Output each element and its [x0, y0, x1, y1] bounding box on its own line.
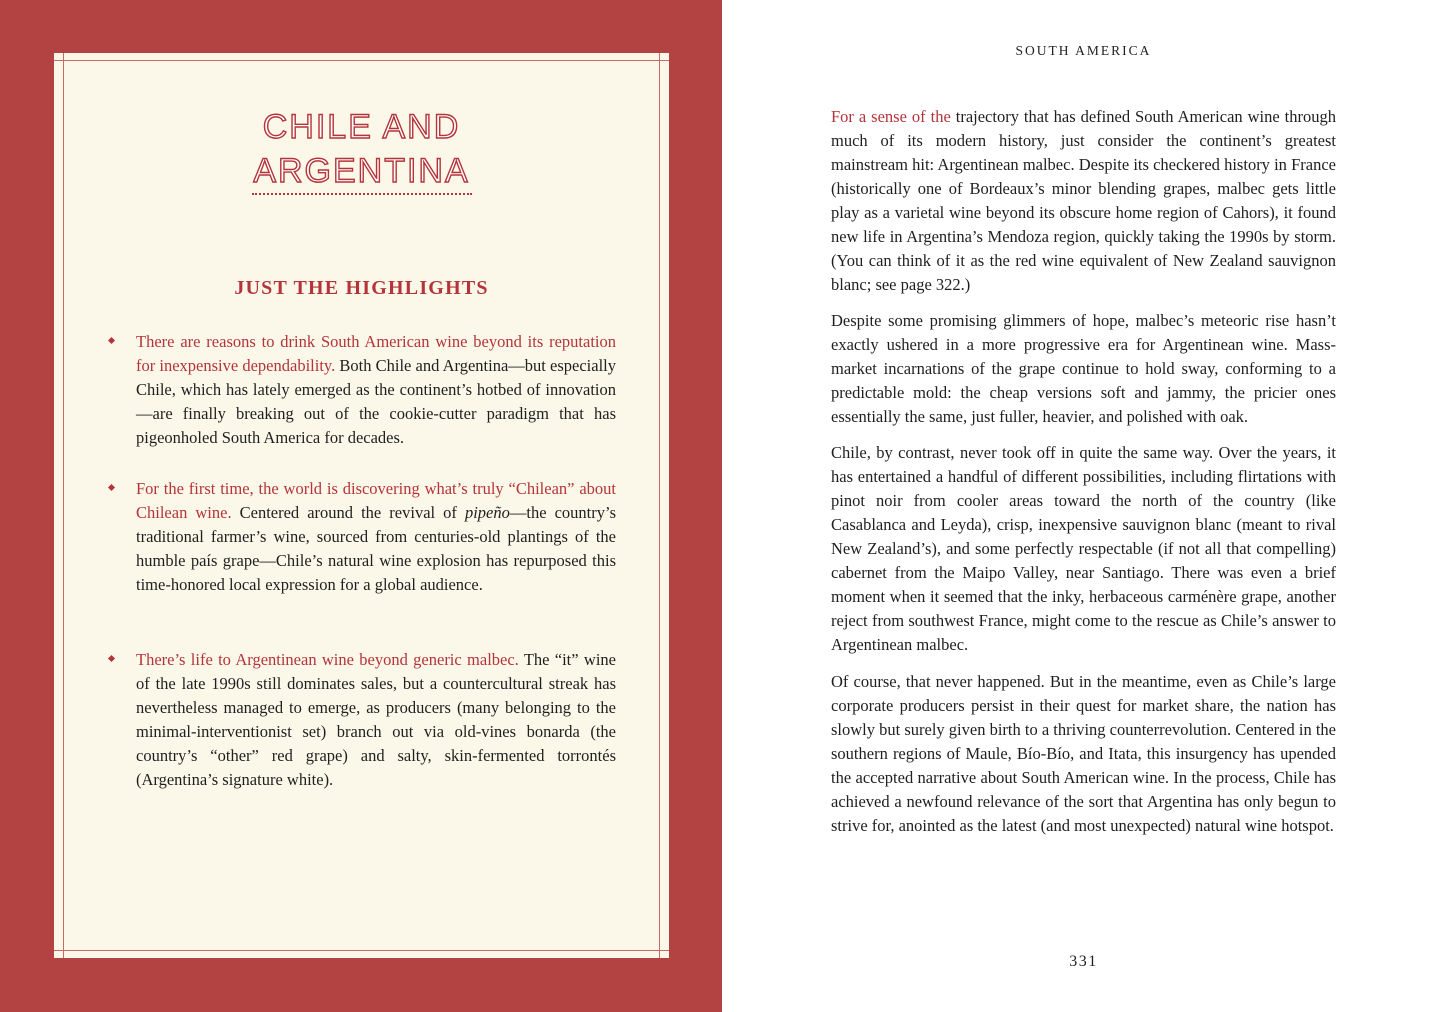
chapter-title-line1: CHILE AND: [262, 108, 461, 146]
highlight-bullet-2: [136, 477, 616, 597]
chapter-title: [54, 105, 669, 193]
bullet-body-italic: pipeño: [464, 503, 510, 522]
highlight-bullet-3: [136, 648, 616, 792]
page-number: 331: [1069, 953, 1098, 970]
bullet-body: The “it” wine of the late 1990s still dominates sales, but a countercultural streak has nevertheless managed to emerge, as producers (many belonging to the minimal-interventionist set) branch out via old-vines bonarda (the country’s “other” red grape) and salty, skin-fermented torrontés (Argentina’s signature white).: [136, 650, 616, 789]
body-paragraph-1: [831, 105, 1336, 297]
paragraph-body: trajectory that has defined South American wine through much of its modern history, just consider the continent’s greatest mainstream hit: Argentinean malbec. Despite its checkered history in France (historically one of Bordeaux’s minor blending grapes, malbec gets little play as a varietal wine beyond its obscure home region of Cahors), it found new life in Argentina’s Mendoza region, quickly taking the 1990s by storm. (You can think of it as the red wine equivalent of New Zealand sauvignon blanc; see page 322.): [831, 107, 1336, 294]
body-paragraph-2: Despite some promising glimmers of hope, malbec’s meteoric rise hasn’t exactly ushered in a more progressive era for Argentinean wine. Mass-market incarnations of the grape continue to hold sway, conforming to a predictable mold: the cheap versions soft and jammy, the pricier ones essentially the same, just fuller, heavier, and polished with oak.: [831, 311, 1336, 426]
chapter-title-line2: ARGENTINA: [253, 152, 470, 190]
diamond-bullet-icon: [108, 484, 115, 491]
frame-line: [54, 60, 669, 61]
diamond-bullet-icon: [108, 655, 115, 662]
diamond-bullet-icon: [108, 337, 115, 344]
running-head: SOUTH AMERICA: [1015, 43, 1152, 58]
bullet-body: —the country’s traditional farmer’s wine, sourced from centuries-old plantings of the humble país grape—Chile’s natural wine explosion has repurposed this time-honored local expression for a global audience.: [136, 503, 616, 594]
body-paragraph-4: Of course, that never happened. But in the meantime, even as Chile’s large corporate producers persist in their quest for market share, the nation has slowly but surely given birth to a thriving counterrevolution. Centered in the southern regions of Maule, Bío-Bío, and Itata, this insurgency has upended the accepted narrative about South American wine. In the process, Chile has achieved a newfound relevance of the sort that Argentina has only begun to strive for, anointed as the latest (and most unexpected) natural wine hotspot.: [831, 672, 1336, 835]
highlights-panel: [54, 53, 669, 958]
section-subtitle: JUST THE HIGHLIGHTS: [234, 277, 489, 299]
title-dotted-rule: [252, 193, 472, 195]
frame-line: [54, 950, 669, 951]
bullet-body: Both Chile and Argentina—but especially Chile, which has lately emerged as the continent’s hotbed of innovation—are finally breaking out of the cookie-cutter paradigm that has pigeonholed South America for decades.: [136, 356, 616, 447]
body-paragraph-3: Chile, by contrast, never took off in quite the same way. Over the years, it has entertained a handful of different possibilities, including flirtations with pinot noir from cooler areas toward the north of the country (like Casablanca and Leyda), crisp, inexpensive sauvignon blanc (meant to rival New Zealand’s), and some perfectly respectable (if not all that compelling) cabernet from the Maipo Valley, near Santiago. There was even a brief moment when it seemed that the inky, herbaceous carménère grape, another reject from southwest France, might come to the rescue as Chile’s answer to Argentinean malbec.: [831, 443, 1336, 654]
left-page: [0, 0, 722, 1012]
bullet-body: Centered around the revival of: [231, 503, 465, 522]
paragraph-lead: For a sense of the: [831, 107, 951, 126]
highlight-bullet-1: [136, 330, 616, 450]
bullet-lead: There are reasons to drink South American wine beyond its reputation for inexpensive dependability.: [136, 332, 616, 375]
bullet-lead: For the first time, the world is discovering what’s truly “Chilean” about Chilean wine.: [136, 479, 616, 522]
bullet-lead: There’s life to Argentinean wine beyond generic malbec.: [136, 650, 519, 669]
